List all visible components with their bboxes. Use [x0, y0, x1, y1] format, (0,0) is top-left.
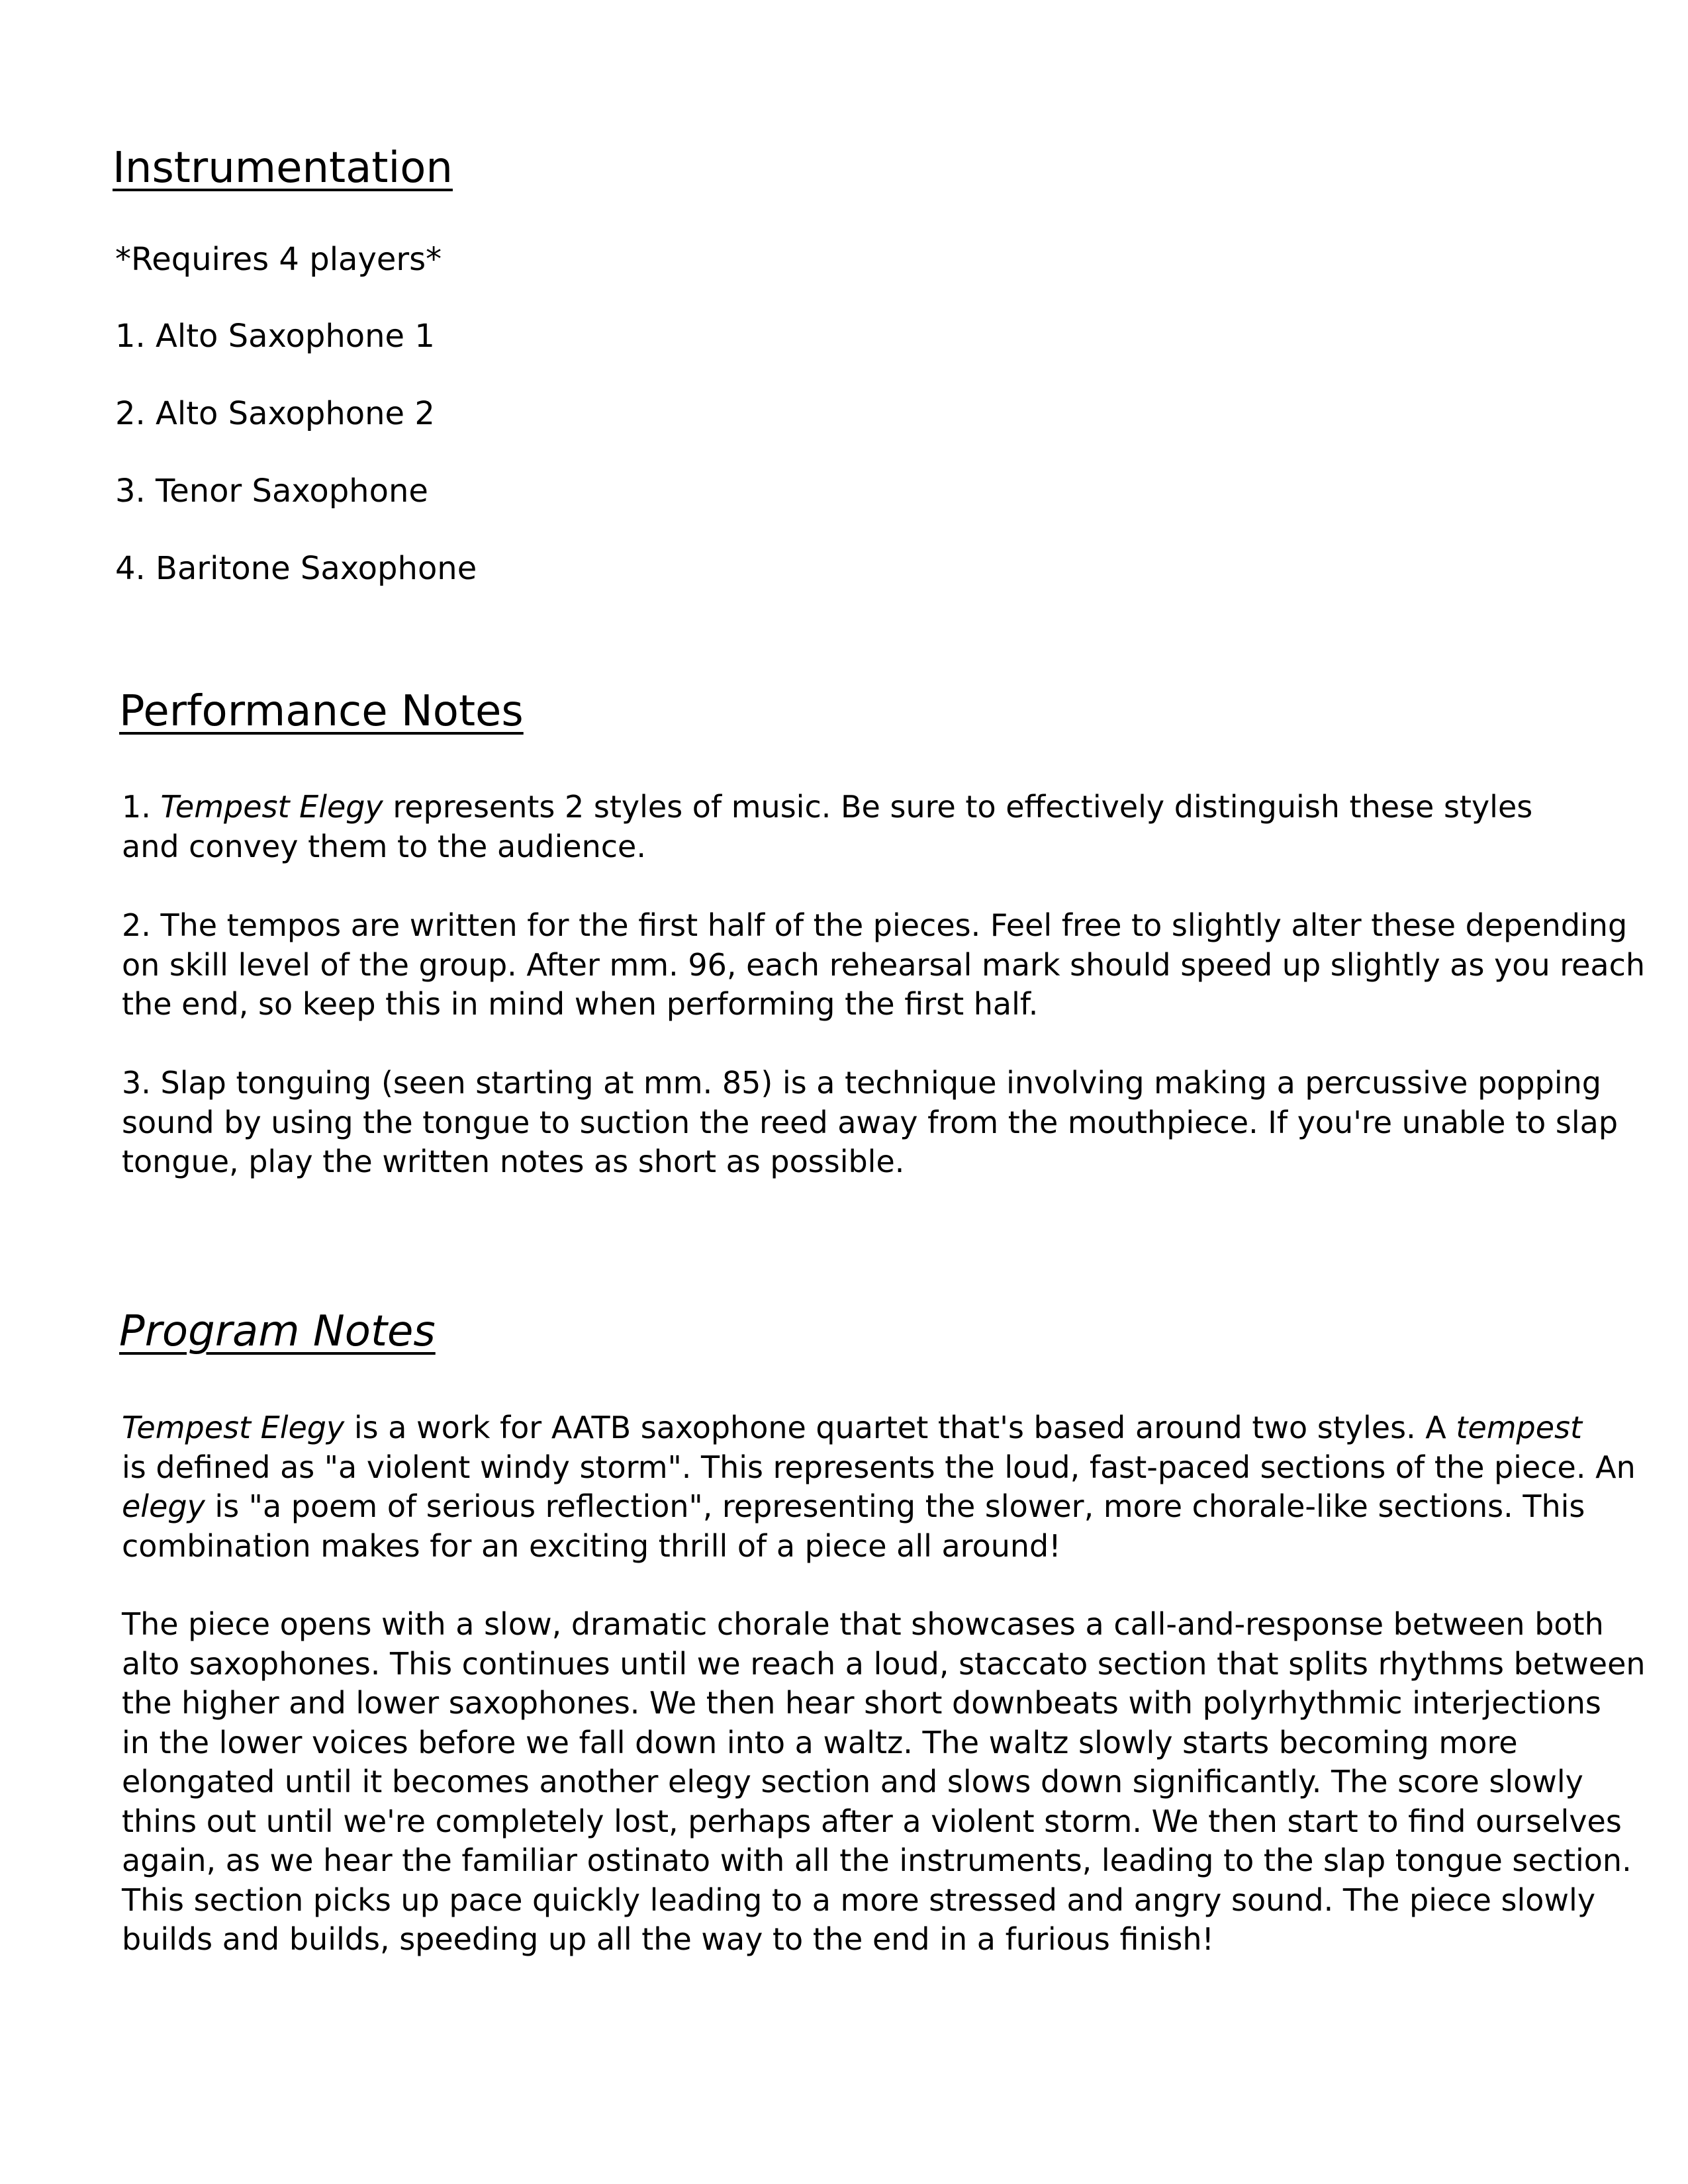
text-line: the end, so keep this in mind when performing the first half.: [122, 986, 1039, 1022]
instrument-item: 2. Alto Saxophone 2: [115, 395, 435, 432]
text-line: the higher and lower saxophones. We then hear short downbeats with polyrhythmic interjections: [122, 1685, 1601, 1721]
piece-title: Tempest Elegy: [122, 1410, 345, 1445]
text-line: [122, 788, 1532, 827]
instrument-item: 3. Tenor Saxophone: [115, 473, 428, 510]
text-line: 2. The tempos are written for the first half of the pieces. Feel free to slightly alter these depending: [122, 907, 1628, 943]
emphasized-word: elegy: [122, 1488, 205, 1524]
instrument-item: 4. Baritone Saxophone: [115, 550, 477, 587]
text-line: This section picks up pace quickly leading to a more stressed and angry sound. The piece slowly: [122, 1882, 1596, 1918]
text-line: thins out until we're completely lost, perhaps after a violent storm. We then start to find ourselves: [122, 1803, 1622, 1839]
emphasized-word: tempest: [1456, 1410, 1583, 1445]
instrumentation-heading: Instrumentation: [113, 144, 453, 193]
text-line: 3. Slap tonguing (seen starting at mm. 85) is a technique involving making a percussive popping: [122, 1065, 1601, 1101]
program-notes-paragraph-1: [122, 1408, 1636, 1566]
piece-title: Tempest Elegy: [160, 789, 383, 825]
note-number: 1.: [122, 789, 161, 825]
text-line: is defined as "a violent windy storm". This represents the loud, fast-paced sections of the piece. An: [122, 1449, 1636, 1485]
text-line: tongue, play the written notes as short as possible.: [122, 1144, 905, 1179]
performance-note-2: [122, 906, 1645, 1024]
text-line: builds and builds, speeding up all the way to the end in a furious finish!: [122, 1921, 1214, 1957]
performance-notes-heading: Performance Notes: [119, 687, 524, 736]
text-line: elongated until it becomes another elegy section and slows down significantly. The score slowly: [122, 1764, 1583, 1799]
text-line: again, as we hear the familiar ostinato with all the instruments, leading to the slap tongue section.: [122, 1843, 1632, 1878]
text-fragment: represents 2 styles of music. Be sure to effectively distinguish these styles: [383, 789, 1533, 825]
instrument-item: 1. Alto Saxophone 1: [115, 318, 435, 355]
text-line: and convey them to the audience.: [122, 828, 646, 864]
players-requirement: *Requires 4 players*: [115, 241, 442, 278]
text-line: [122, 1487, 1636, 1527]
text-fragment: is "a poem of serious reflection", representing the slower, more chorale-like sections. This: [205, 1488, 1585, 1524]
text-fragment: is a work for AATB saxophone quartet that's based around two styles. A: [344, 1410, 1456, 1445]
text-line: in the lower voices before we fall down into a waltz. The waltz slowly starts becoming more: [122, 1724, 1518, 1760]
text-line: alto saxophones. This continues until we reach a loud, staccato section that splits rhythms between: [122, 1645, 1646, 1682]
performance-note-3: [122, 1064, 1618, 1182]
text-line: on skill level of the group. After mm. 96, each rehearsal mark should speed up slightly as you reach: [122, 946, 1646, 983]
text-line: [122, 1408, 1636, 1448]
performance-note-1: [122, 788, 1532, 866]
text-line: combination makes for an exciting thrill of a piece all around!: [122, 1527, 1061, 1564]
program-notes-heading: Program Notes: [119, 1307, 436, 1356]
text-line: sound by using the tongue to suction the reed away from the mouthpiece. If you're unable to slap: [122, 1104, 1618, 1140]
program-notes-paragraph-2: [122, 1605, 1646, 1960]
text-line: The piece opens with a slow, dramatic chorale that showcases a call-and-response between both: [122, 1606, 1604, 1642]
